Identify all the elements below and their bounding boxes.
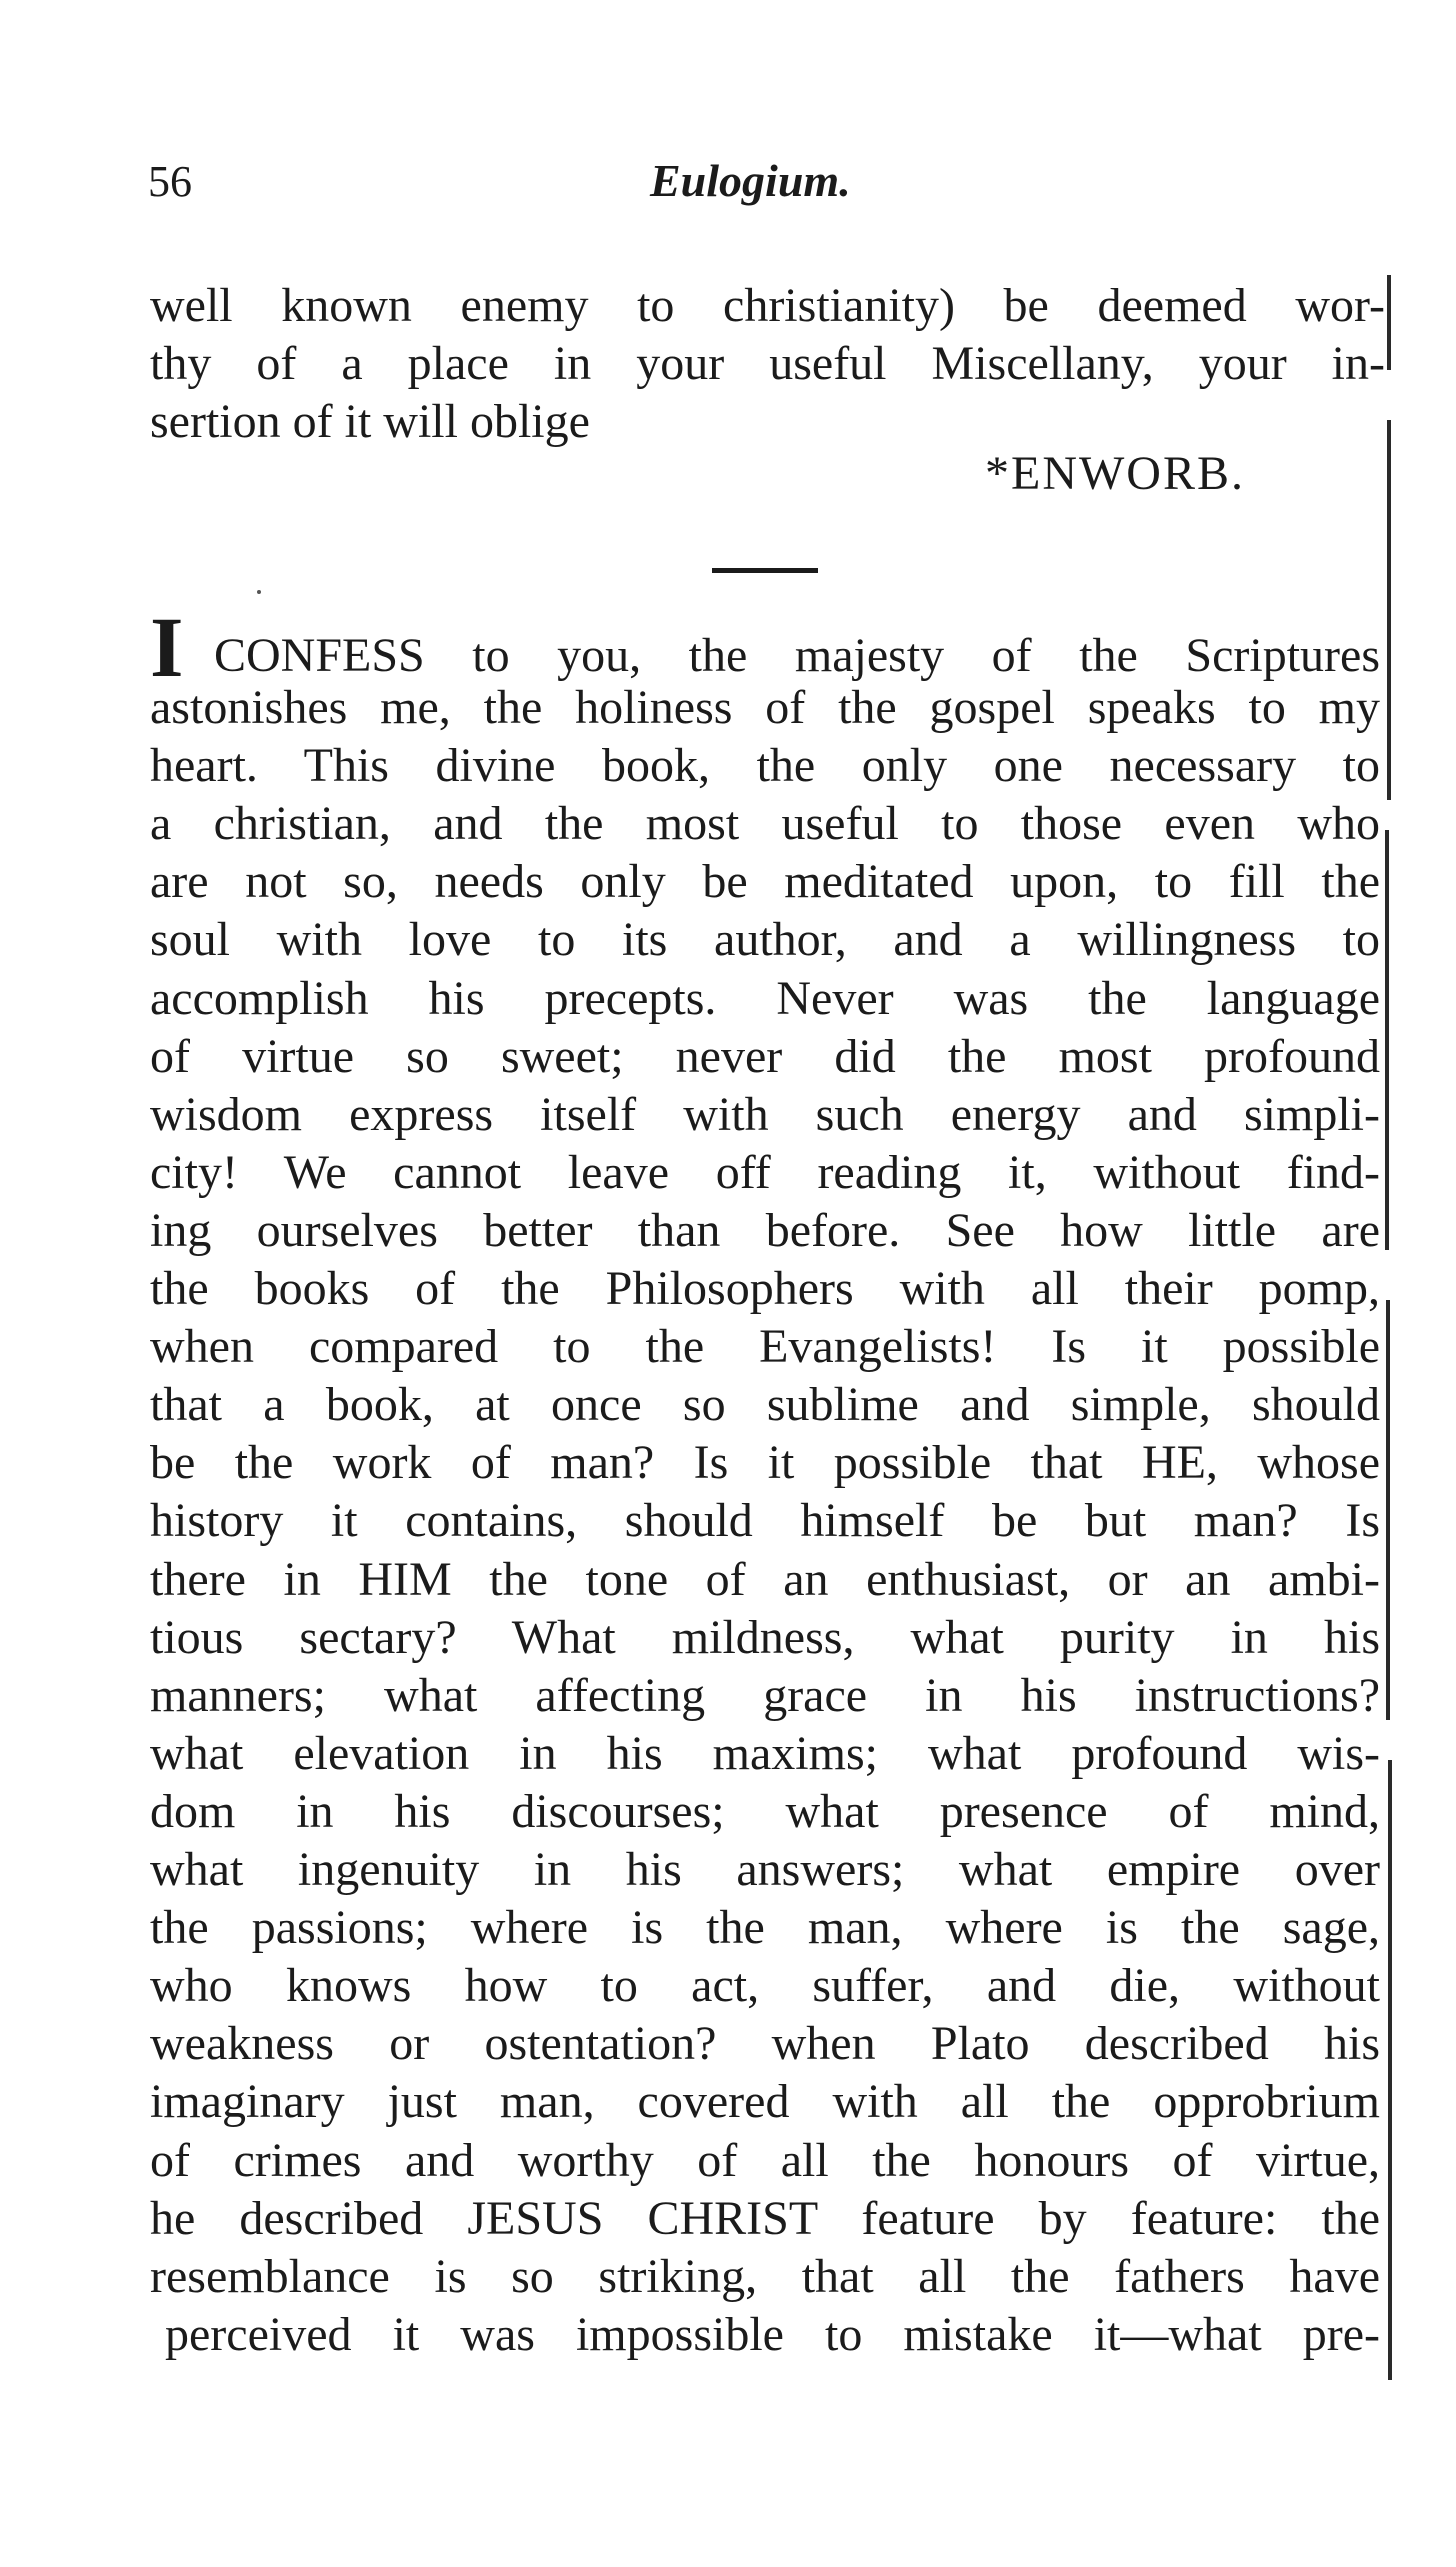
passage-line: resemblance is so striking, that all the fathers have [150,2250,1380,2303]
edge-mark [1387,420,1391,800]
passage-line: ing ourselves better than before. See how little are [150,1204,1380,1257]
passage-opening-text: CONFESS to you, the majesty of the Scriptures [214,629,1380,682]
passage-line: there in HIM the tone of an enthusiast, or an ambi- [150,1553,1380,1606]
passage-line: he described JESUS CHRIST feature by feature: the [150,2192,1380,2245]
continuation-line-1: well known enemy to christianity) be deemed wor- [150,279,1385,332]
passage-line: dom in his discourses; what presence of mind, [150,1785,1380,1838]
passage-line: of virtue so sweet; never did the most profound [150,1030,1380,1083]
passage-line: when compared to the Evangelists! Is it possible [150,1320,1380,1373]
passage-line: soul with love to its author, and a willingness to [150,913,1380,966]
passage-line: perceived it was impossible to mistake it—what pre- [165,2308,1380,2361]
running-title: Eulogium. [650,155,851,206]
passage-line: astonishes me, the holiness of the gospel speaks to my [150,681,1380,734]
passage-line: weakness or ostentation? when Plato described his [150,2017,1380,2070]
passage-line: heart. This divine book, the only one necessary to [150,739,1380,792]
drop-cap: I [150,599,184,695]
passage-line: history it contains, should himself be but man? Is [150,1494,1380,1547]
passage-line: imaginary just man, covered with all the opprobrium [150,2075,1380,2128]
passage-line: the books of the Philosophers with all their pomp, [150,1262,1380,1315]
passage-line: that a book, at once so sublime and simple, should [150,1378,1380,1431]
passage-line: the passions; where is the man, where is the sage, [150,1901,1380,1954]
passage-line: what elevation in his maxims; what profound wis- [150,1727,1380,1780]
passage-line: accomplish his precepts. Never was the language [150,972,1380,1025]
passage-line: be the work of man? Is it possible that HE, whose [150,1436,1380,1489]
continuation-line-2: thy of a place in your useful Miscellany, your in- [150,337,1385,390]
signature: *ENWORB. [985,447,1245,500]
passage-line: wisdom express itself with such energy and simpli- [150,1088,1380,1141]
passage-line: city! We cannot leave off reading it, without find- [150,1146,1380,1199]
edge-mark [1386,1300,1390,1720]
passage-line: what ingenuity in his answers; what empire over [150,1843,1380,1896]
passage-line: of crimes and worthy of all the honours of virtue, [150,2134,1380,2187]
edge-mark [1388,1760,1392,2380]
passage-line: a christian, and the most useful to those even who [150,797,1380,850]
page-number: 56 [148,157,192,206]
passage-line: manners; what affecting grace in his instructions? [150,1669,1380,1722]
section-divider [712,568,818,573]
passage-line: who knows how to act, suffer, and die, without [150,1959,1380,2012]
continuation-line-3: sertion of it will oblige [150,395,590,448]
passage-line: tious sectary? What mildness, what purity in his [150,1611,1380,1664]
ink-speck [257,590,261,594]
passage-line: are not so, needs only be meditated upon, to fill the [150,855,1380,908]
edge-mark [1387,275,1391,370]
edge-mark [1385,830,1389,1250]
passage-first-line [150,599,1380,695]
